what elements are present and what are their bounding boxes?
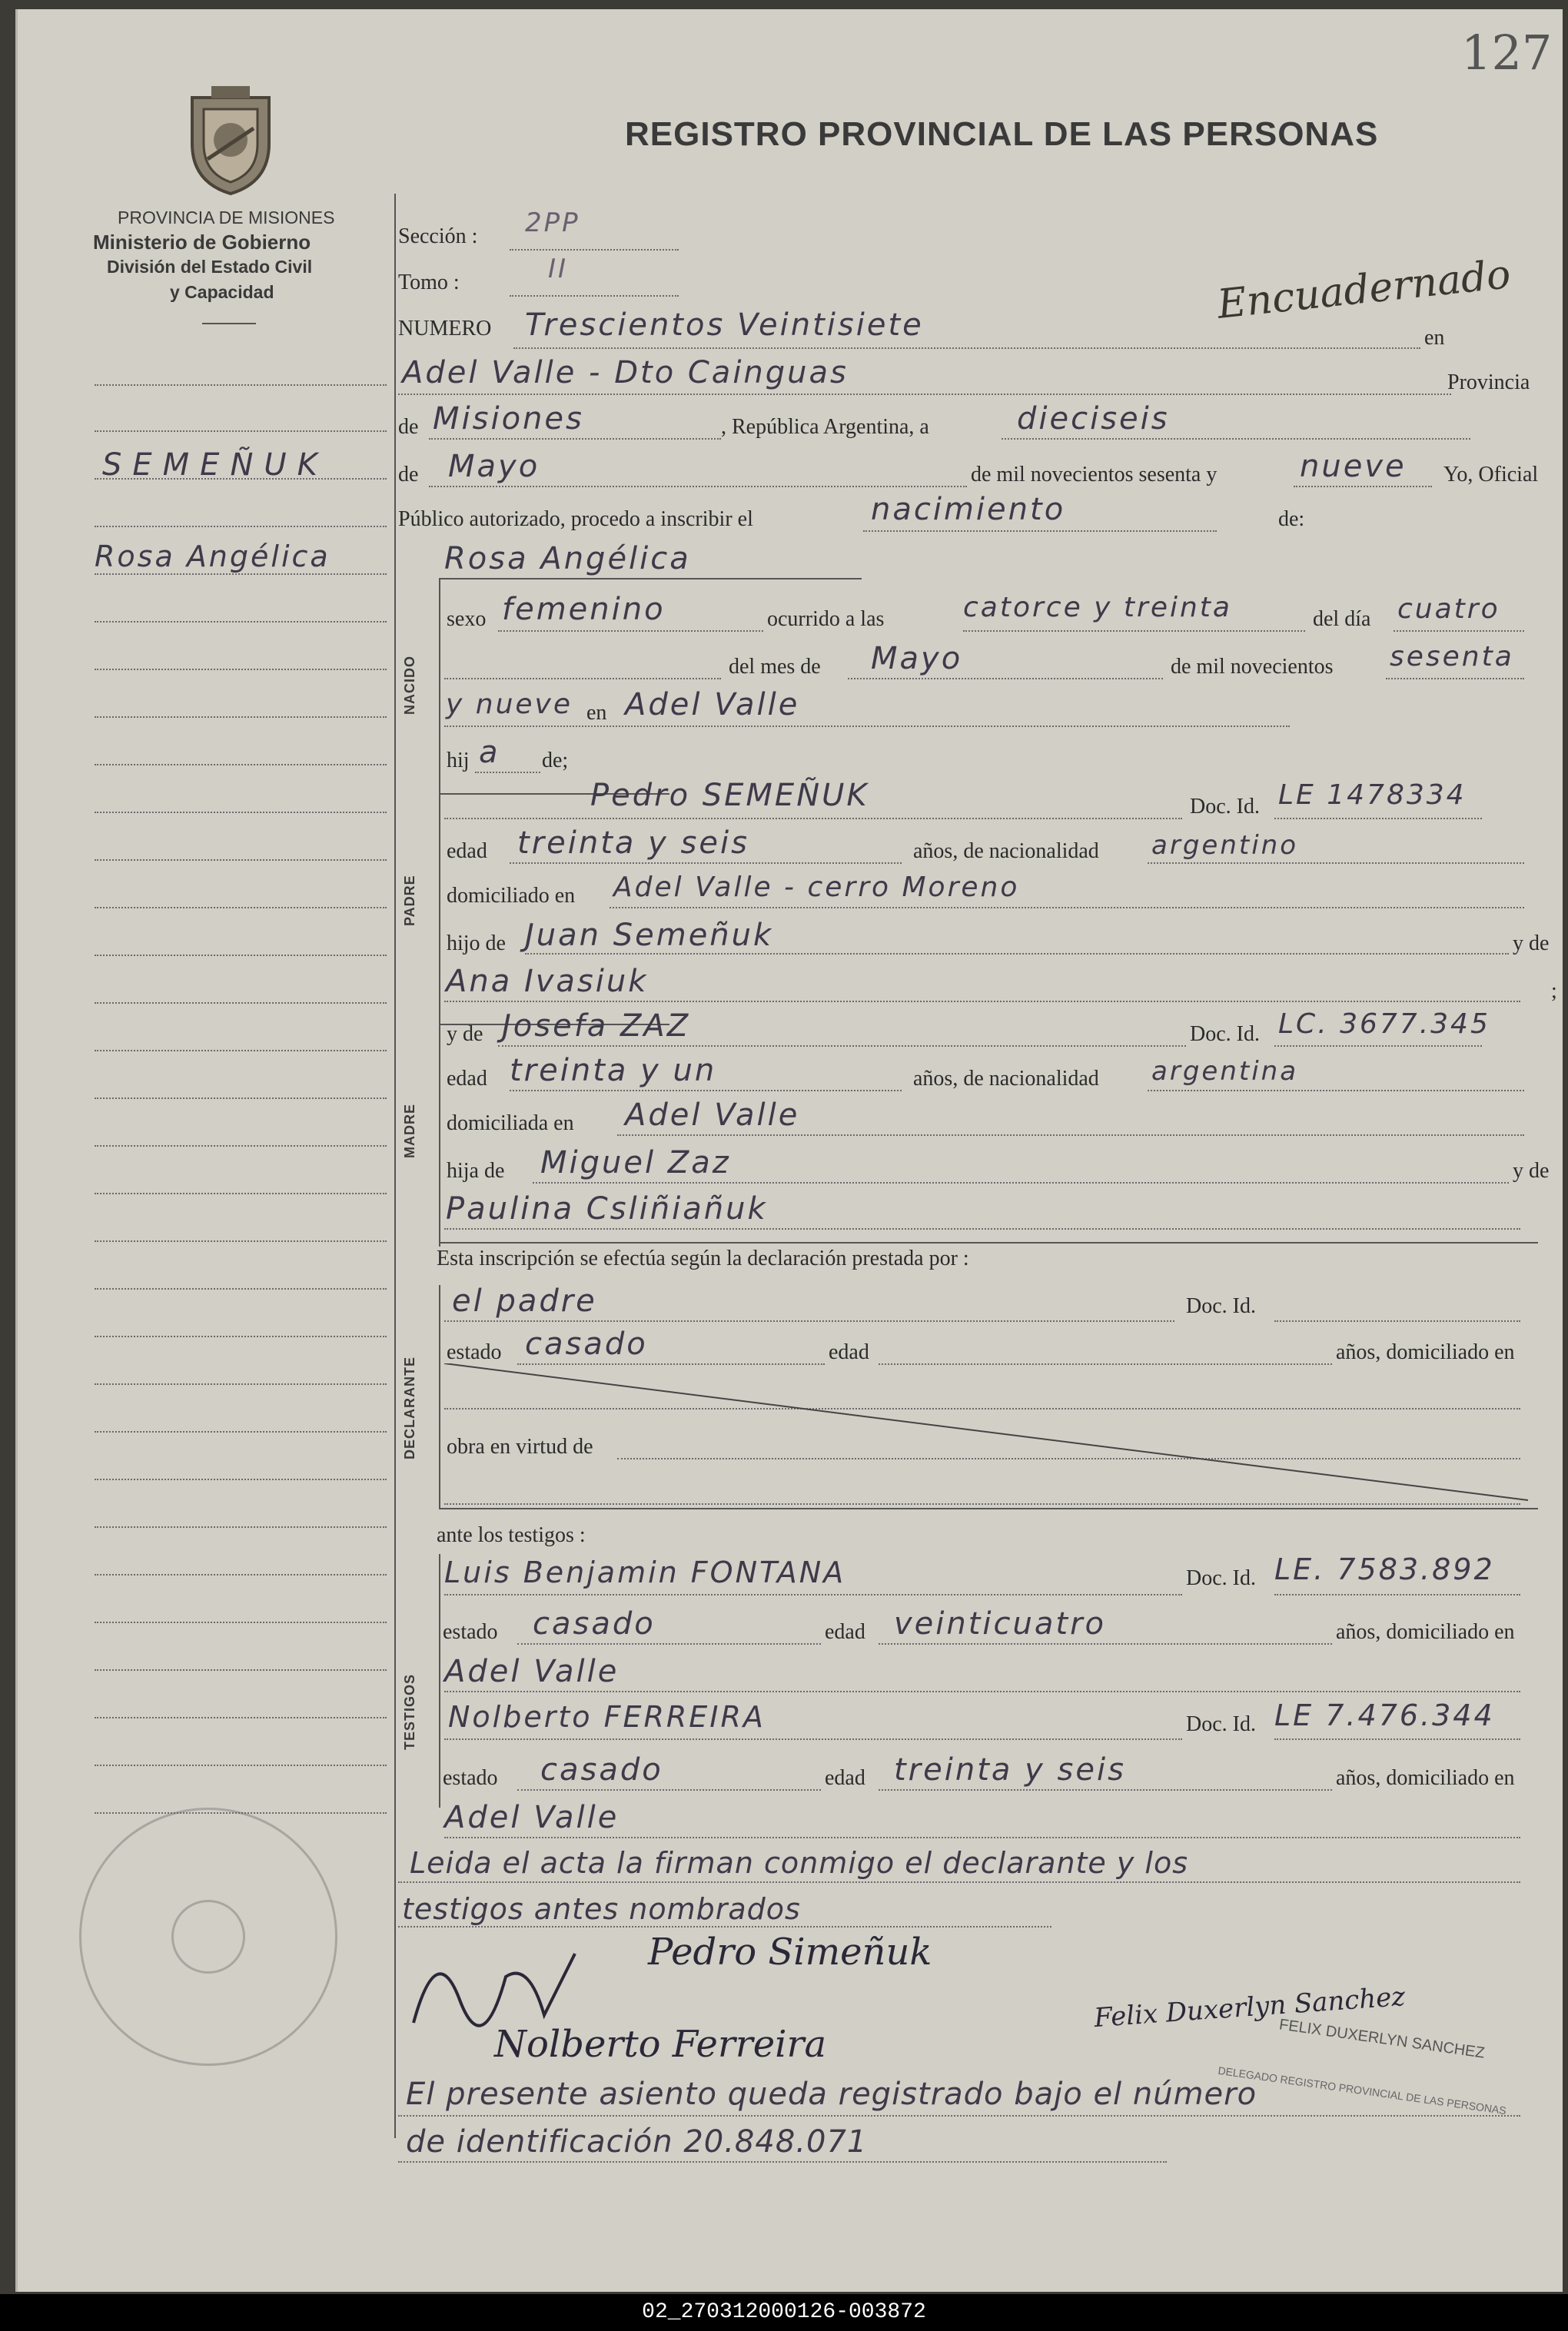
label-ocurrido: ocurrido a las xyxy=(767,607,885,631)
document-page xyxy=(15,9,1563,2292)
label-madre-hija: hija de xyxy=(447,1159,505,1183)
label-t2-anos: años, domiciliado en xyxy=(1336,1766,1515,1790)
declarante-estado: casado xyxy=(525,1327,648,1362)
oficial-stamp-title: DELEGADO REGISTRO PROVINCIAL DE LAS PERSONAS xyxy=(1217,2064,1507,2117)
label-inscripcion: Esta inscripción se efectúa según la declaración prestada por : xyxy=(437,1247,969,1270)
label-obra: obra en virtud de xyxy=(447,1435,593,1459)
label-madre-nac: años, de nacionalidad xyxy=(913,1067,1099,1091)
label-hij: hij xyxy=(447,749,470,772)
section-nacido: NACIDO xyxy=(402,656,417,716)
testigo2-nombre: Nolberto FERREIRA xyxy=(448,1700,766,1734)
declarante-nombre: el padre xyxy=(452,1283,597,1319)
agency-province: PROVINCIA DE MISIONES xyxy=(118,208,335,227)
madre-madre: Paulina Csliñiañuk xyxy=(446,1191,768,1227)
padre-padre: Juan Semeñuk xyxy=(525,918,774,953)
cancel-line xyxy=(444,1363,1528,1502)
label-padre-nac: años, de nacionalidad xyxy=(913,839,1099,863)
closing-line-1: Leida el acta la firman conmigo el declarante y los xyxy=(410,1846,1189,1880)
label-decl-anos: años, domiciliado en xyxy=(1336,1340,1515,1364)
agency-ministry: Ministerio de Gobierno xyxy=(93,231,311,254)
agency-capacity: y Capacidad xyxy=(170,282,274,302)
agency-divider xyxy=(202,323,256,324)
section-testigos: TESTIGOS xyxy=(402,1673,417,1750)
label-yo-oficial: Yo, Oficial xyxy=(1443,463,1539,486)
oficial-stamp-name: FELIX DUXERLYN SANCHEZ xyxy=(1277,2016,1486,2062)
label-mil-sesenta: de mil novecientos sesenta y xyxy=(971,463,1218,486)
nacido-mes: Mayo xyxy=(871,641,963,676)
madre-domicilio: Adel Valle xyxy=(625,1097,800,1133)
madre-padre: Miguel Zaz xyxy=(540,1145,731,1180)
testigo1-nombre: Luis Benjamin FONTANA xyxy=(444,1556,846,1589)
nacido-dia: cuatro xyxy=(1397,593,1500,625)
image-id-footer: 02_270312000126-003872 xyxy=(0,2294,1568,2331)
value-acto: nacimiento xyxy=(871,492,1066,527)
padre-nacionalidad: argentino xyxy=(1151,830,1298,861)
note-line-2: de identificación 20.848.071 xyxy=(406,2124,868,2160)
label-t2-doc: Doc. Id. xyxy=(1186,1712,1256,1736)
label-tomo: Tomo : xyxy=(398,271,460,294)
value-seccion: 2PP xyxy=(525,208,580,238)
coat-of-arms-icon xyxy=(181,82,281,198)
label-t1-anos: años, domiciliado en xyxy=(1336,1620,1515,1644)
testigo2-domicilio: Adel Valle xyxy=(444,1800,620,1835)
label-del-dia: del día xyxy=(1313,607,1371,631)
testigo2-estado: casado xyxy=(540,1752,663,1788)
nacido-lugar: Adel Valle xyxy=(625,687,800,722)
label-t2-edad: edad xyxy=(825,1766,865,1790)
label-padre-doc: Doc. Id. xyxy=(1190,795,1260,819)
label-madre-doc: Doc. Id. xyxy=(1190,1022,1260,1046)
testigo2-doc: LE 7.476.344 xyxy=(1274,1698,1495,1732)
label-publico: Público autorizado, procedo a inscribir el xyxy=(398,507,753,531)
nacido-sexo: femenino xyxy=(502,592,666,627)
padre-domicilio: Adel Valle - cerro Moreno xyxy=(613,872,1020,903)
cancel-stamp: Encuadernado xyxy=(1214,251,1513,328)
label-padre-dom: domiciliado en xyxy=(447,884,576,908)
section-padre: PADRE xyxy=(402,875,417,927)
testigo2-edad: treinta y seis xyxy=(894,1752,1126,1788)
value-provincia: Misiones xyxy=(433,401,584,437)
label-numero: NUMERO xyxy=(398,317,492,340)
label-republica: , República Argentina, a xyxy=(721,415,929,439)
agency-division: División del Estado Civil xyxy=(107,257,313,277)
official-stamp-inner xyxy=(171,1900,245,1974)
signature-oficial: Felix Duxerlyn Sanchez xyxy=(1093,1981,1407,2034)
closing-line-2: testigos antes nombrados xyxy=(402,1892,801,1926)
label-madre-y-de2: y de xyxy=(1513,1159,1550,1183)
testigo1-estado: casado xyxy=(533,1606,656,1642)
value-mes: Mayo xyxy=(448,449,540,484)
madre-edad: treinta y un xyxy=(510,1053,717,1088)
label-decl-edad: edad xyxy=(829,1340,869,1364)
label-de-semi: de; xyxy=(542,749,569,772)
nacido-anio1: sesenta xyxy=(1390,641,1514,672)
label-seccion: Sección : xyxy=(398,224,478,248)
page-number: 127 xyxy=(1461,25,1553,81)
label-en-lugar: en xyxy=(586,701,607,725)
label-madre-y-de: y de xyxy=(447,1022,483,1046)
padre-nombre: Pedro SEMEÑUK xyxy=(590,778,869,813)
padre-edad: treinta y seis xyxy=(517,825,749,861)
label-provincia: Provincia xyxy=(1447,370,1530,394)
testigo1-domicilio: Adel Valle xyxy=(444,1654,620,1689)
label-decl-doc: Doc. Id. xyxy=(1186,1294,1256,1318)
madre-nacionalidad: argentina xyxy=(1151,1056,1299,1087)
document-title: REGISTRO PROVINCIAL DE LAS PERSONAS xyxy=(625,115,1379,153)
padre-madre: Ana Ivasiuk xyxy=(446,964,649,999)
label-de-mes: de xyxy=(398,463,419,486)
label-decl-estado: estado xyxy=(447,1340,502,1364)
label-t1-estado: estado xyxy=(443,1620,498,1644)
madre-nombre: Josefa ZAZ xyxy=(502,1008,691,1044)
section-declarante: DECLARANTE xyxy=(402,1356,417,1459)
signature-padre: Pedro Simeñuk xyxy=(648,1931,932,1974)
value-tomo: II xyxy=(548,254,569,284)
testigo1-edad: veinticuatro xyxy=(894,1606,1106,1642)
label-padre-y-de: y de xyxy=(1513,931,1550,955)
label-padre-edad: edad xyxy=(447,839,487,863)
label-madre-edad: edad xyxy=(447,1067,487,1091)
signature-testigo: Nolberto Ferreira xyxy=(494,2023,827,2066)
value-lugar: Adel Valle - Dto Cainguas xyxy=(402,355,849,390)
label-testigos: ante los testigos : xyxy=(437,1523,586,1547)
section-madre: MADRE xyxy=(402,1104,417,1159)
madre-doc: LC. 3677.345 xyxy=(1278,1008,1490,1040)
label-t1-edad: edad xyxy=(825,1620,865,1644)
nacido-hij: a xyxy=(479,735,500,770)
label-del-mes: del mes de xyxy=(729,655,821,679)
padre-doc: LE 1478334 xyxy=(1278,779,1467,811)
value-dia: dieciseis xyxy=(1017,401,1170,437)
margin-surname: SEMEÑUK xyxy=(102,447,328,483)
nacido-hora: catorce y treinta xyxy=(963,592,1232,623)
margin-given-names: Rosa Angélica xyxy=(95,540,331,573)
label-madre-dom: domiciliada en xyxy=(447,1111,574,1135)
testigo1-doc: LE. 7583.892 xyxy=(1274,1552,1495,1586)
label-sexo: sexo xyxy=(447,607,487,631)
note-line-1: El presente asiento queda registrado bajo el número xyxy=(406,2077,1257,2112)
label-en: en xyxy=(1424,326,1445,350)
label-mil-novecientos: de mil novecientos xyxy=(1171,655,1334,679)
label-t2-estado: estado xyxy=(443,1766,498,1790)
nacido-nombre: Rosa Angélica xyxy=(444,541,691,576)
main-divider xyxy=(394,194,396,2138)
label-de-colon: de: xyxy=(1278,507,1305,531)
label-t1-doc: Doc. Id. xyxy=(1186,1566,1256,1590)
value-numero: Trescientos Veintisiete xyxy=(525,307,924,343)
label-padre-semicolon: ; xyxy=(1551,979,1557,1003)
label-de-provincia: de xyxy=(398,415,419,439)
label-padre-hijo: hijo de xyxy=(447,931,506,955)
nacido-anio2: y nueve xyxy=(446,689,573,720)
value-anio: nueve xyxy=(1300,449,1407,484)
